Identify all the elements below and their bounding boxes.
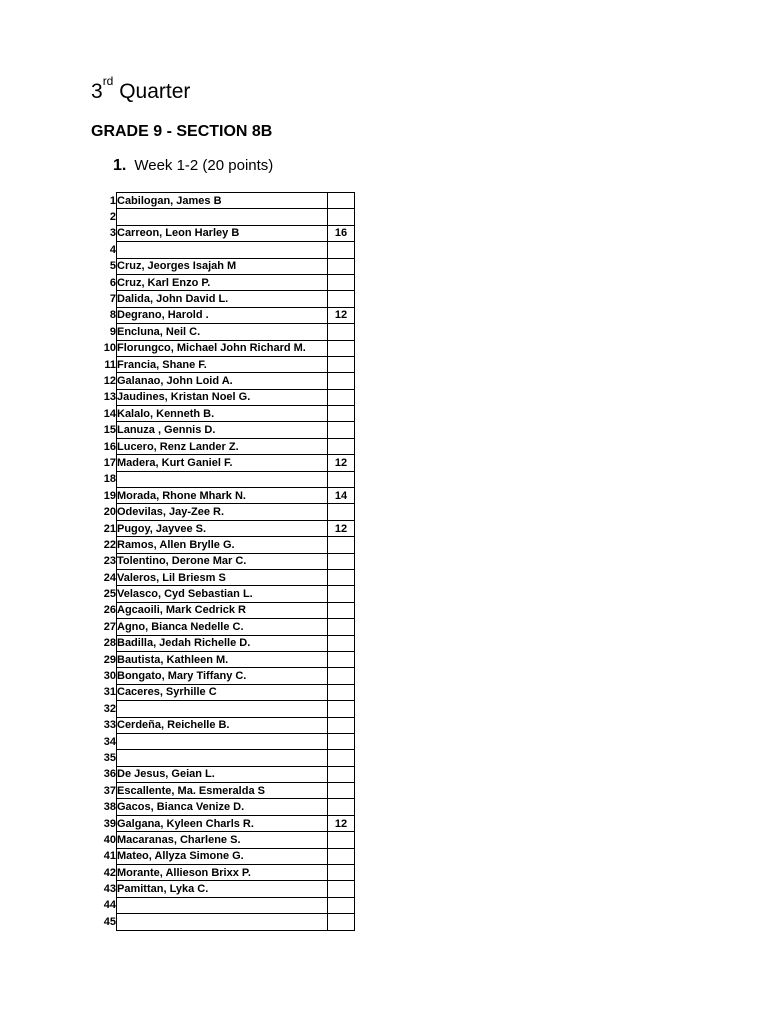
row-number: 6	[109, 276, 116, 289]
row-number: 29	[103, 653, 116, 666]
row-number: 2	[109, 211, 116, 224]
table-row	[88, 389, 355, 405]
table-row	[88, 783, 355, 799]
table-row	[88, 307, 355, 323]
table-row	[88, 258, 355, 274]
student-name-cell	[117, 242, 328, 258]
student-name-cell: Ramos, Allen Brylle G.	[117, 537, 328, 553]
row-number: 1	[109, 194, 116, 207]
score-cell	[328, 569, 355, 585]
score-cell	[328, 389, 355, 405]
student-name-cell: Dalida, John David L.	[117, 291, 328, 307]
table-row	[88, 848, 355, 864]
student-name-cell	[117, 897, 328, 913]
table-row	[88, 586, 355, 602]
row-number: 41	[103, 850, 116, 863]
score-cell	[328, 274, 355, 290]
table-row	[88, 340, 355, 356]
table-row	[88, 750, 355, 766]
student-name-cell: Cruz, Jeorges Isajah M	[117, 258, 328, 274]
student-name-cell: De Jesus, Geian L.	[117, 766, 328, 782]
row-number: 20	[103, 506, 116, 519]
row-number: 26	[103, 604, 116, 617]
student-name-cell: Velasco, Cyd Sebastian L.	[117, 586, 328, 602]
student-name-cell: Bongato, Mary Tiffany C.	[117, 668, 328, 684]
row-number: 37	[103, 784, 116, 797]
table-row	[88, 488, 355, 504]
student-name-cell	[117, 733, 328, 749]
student-name-cell: Degrano, Harold .	[117, 307, 328, 323]
student-name-cell: Valeros, Lil Briesm S	[117, 569, 328, 585]
table-row	[88, 684, 355, 700]
table-row	[88, 553, 355, 569]
student-name-cell: Galgana, Kyleen Charls R.	[117, 815, 328, 831]
score-cell	[328, 438, 355, 454]
roster-body	[88, 193, 355, 931]
student-name-cell: Madera, Kurt Ganiel F.	[117, 455, 328, 471]
score-cell	[328, 684, 355, 700]
row-number: 17	[103, 456, 116, 469]
week-label: Week 1-2 (20 points)	[134, 157, 274, 174]
table-row	[88, 406, 355, 422]
student-name-cell: Florungco, Michael John Richard M.	[117, 340, 328, 356]
score-cell	[328, 635, 355, 651]
score-cell: 12	[328, 307, 355, 323]
row-number: 9	[109, 325, 116, 338]
score-cell	[328, 832, 355, 848]
score-cell	[328, 848, 355, 864]
row-number: 4	[109, 243, 116, 256]
table-row	[88, 914, 355, 930]
row-number: 36	[103, 768, 116, 781]
table-row	[88, 717, 355, 733]
student-name-cell: Odevilas, Jay-Zee R.	[117, 504, 328, 520]
student-name-cell	[117, 914, 328, 930]
student-name-cell: Morada, Rhone Mhark N.	[117, 488, 328, 504]
score-cell	[328, 733, 355, 749]
student-name-cell: Galanao, John Loid A.	[117, 373, 328, 389]
table-row	[88, 471, 355, 487]
week-list-number: 1.	[113, 157, 127, 174]
row-number: 8	[109, 309, 116, 322]
score-cell	[328, 356, 355, 372]
table-row	[88, 242, 355, 258]
row-number: 42	[103, 866, 116, 879]
row-number: 32	[103, 702, 116, 715]
student-name-cell: Macaranas, Charlene S.	[117, 832, 328, 848]
row-number: 27	[103, 620, 116, 633]
table-row	[88, 520, 355, 536]
score-cell	[328, 865, 355, 881]
row-number: 23	[103, 555, 116, 568]
row-number: 5	[109, 260, 116, 273]
row-number: 3	[109, 227, 116, 240]
table-row	[88, 602, 355, 618]
score-cell	[328, 881, 355, 897]
student-name-cell: Cerdeña, Reichelle B.	[117, 717, 328, 733]
table-row	[88, 881, 355, 897]
score-cell	[328, 897, 355, 913]
student-name-cell: Cabilogan, James B	[117, 193, 328, 209]
row-number: 19	[103, 489, 116, 502]
score-cell	[328, 291, 355, 307]
grade-section-heading: GRADE 9 - SECTION 8B	[91, 123, 273, 140]
table-row	[88, 619, 355, 635]
student-name-cell: Bautista, Kathleen M.	[117, 651, 328, 667]
student-name-cell	[117, 471, 328, 487]
table-row	[88, 701, 355, 717]
table-row	[88, 373, 355, 389]
row-number: 21	[103, 522, 116, 535]
table-row	[88, 815, 355, 831]
table-row	[88, 504, 355, 520]
student-name-cell: Mateo, Allyza Simone G.	[117, 848, 328, 864]
score-cell	[328, 340, 355, 356]
row-number: 13	[103, 391, 116, 404]
score-cell	[328, 914, 355, 930]
table-row	[88, 897, 355, 913]
student-name-cell: Kalalo, Kenneth B.	[117, 406, 328, 422]
student-name-cell	[117, 750, 328, 766]
row-number: 16	[103, 440, 116, 453]
table-row	[88, 799, 355, 815]
score-cell	[328, 193, 355, 209]
student-name-cell: Francia, Shane F.	[117, 356, 328, 372]
quarter-word: Quarter	[119, 80, 191, 103]
row-number: 31	[103, 686, 116, 699]
row-number: 45	[103, 915, 116, 928]
score-cell: 12	[328, 520, 355, 536]
score-cell	[328, 504, 355, 520]
student-name-cell: Badilla, Jedah Richelle D.	[117, 635, 328, 651]
table-row	[88, 733, 355, 749]
row-number: 11	[104, 358, 116, 371]
row-number: 30	[103, 670, 116, 683]
student-name-cell: Pamittan, Lyka C.	[117, 881, 328, 897]
student-name-cell: Agcaoili, Mark Cedrick R	[117, 602, 328, 618]
student-name-cell: Lucero, Renz Lander Z.	[117, 438, 328, 454]
table-row	[88, 766, 355, 782]
table-row	[88, 635, 355, 651]
score-cell	[328, 553, 355, 569]
student-roster-table	[88, 192, 355, 931]
row-number: 28	[103, 637, 116, 650]
score-cell	[328, 799, 355, 815]
row-number: 18	[103, 473, 116, 486]
quarter-ordinal-suffix: rd	[102, 74, 114, 88]
table-row	[88, 422, 355, 438]
score-cell	[328, 766, 355, 782]
student-name-cell: Cruz, Karl Enzo P.	[117, 274, 328, 290]
score-cell	[328, 422, 355, 438]
quarter-number: 3	[91, 80, 103, 103]
table-row	[88, 455, 355, 471]
table-row	[88, 324, 355, 340]
score-cell	[328, 258, 355, 274]
table-row	[88, 438, 355, 454]
score-cell	[328, 242, 355, 258]
row-number: 33	[103, 719, 116, 732]
score-cell	[328, 701, 355, 717]
score-cell	[328, 324, 355, 340]
score-cell	[328, 373, 355, 389]
student-name-cell: Gacos, Bianca Venize D.	[117, 799, 328, 815]
table-row	[88, 569, 355, 585]
table-row	[88, 537, 355, 553]
score-cell: 12	[328, 455, 355, 471]
score-cell	[328, 750, 355, 766]
row-number: 14	[103, 407, 116, 420]
table-row	[88, 193, 355, 209]
student-name-cell: Agno, Bianca Nedelle C.	[117, 619, 328, 635]
row-number: 35	[103, 751, 116, 764]
score-cell	[328, 619, 355, 635]
week-heading	[113, 155, 273, 177]
score-cell	[328, 586, 355, 602]
row-number: 12	[103, 374, 116, 387]
score-cell	[328, 537, 355, 553]
score-cell	[328, 783, 355, 799]
quarter-title	[91, 74, 191, 106]
row-number: 22	[103, 538, 116, 551]
score-cell: 16	[328, 225, 355, 241]
score-cell	[328, 602, 355, 618]
score-cell	[328, 471, 355, 487]
row-number: 38	[103, 801, 116, 814]
row-number: 39	[103, 817, 116, 830]
row-number: 10	[103, 342, 116, 355]
row-number: 44	[103, 899, 116, 912]
table-row	[88, 668, 355, 684]
score-cell: 14	[328, 488, 355, 504]
row-number: 34	[103, 735, 116, 748]
score-cell	[328, 651, 355, 667]
table-row	[88, 291, 355, 307]
student-name-cell: Jaudines, Kristan Noel G.	[117, 389, 328, 405]
student-name-cell: Caceres, Syrhille C	[117, 684, 328, 700]
row-number: 7	[109, 293, 116, 306]
student-name-cell: Lanuza , Gennis D.	[117, 422, 328, 438]
row-number: 25	[103, 588, 116, 601]
score-cell	[328, 717, 355, 733]
student-name-cell: Carreon, Leon Harley B	[117, 225, 328, 241]
student-name-cell: Morante, Allieson Brixx P.	[117, 865, 328, 881]
score-cell	[328, 406, 355, 422]
table-row	[88, 651, 355, 667]
table-row	[88, 356, 355, 372]
score-cell: 12	[328, 815, 355, 831]
table-row	[88, 865, 355, 881]
student-name-cell	[117, 701, 328, 717]
student-name-cell: Escallente, Ma. Esmeralda S	[117, 783, 328, 799]
row-number: 15	[103, 424, 116, 437]
student-name-cell: Tolentino, Derone Mar C.	[117, 553, 328, 569]
table-row	[88, 209, 355, 225]
table-row	[88, 274, 355, 290]
table-row	[88, 832, 355, 848]
row-number: 24	[103, 571, 116, 584]
student-name-cell: Encluna, Neil C.	[117, 324, 328, 340]
row-number: 43	[103, 883, 116, 896]
row-number: 40	[103, 833, 116, 846]
score-cell	[328, 668, 355, 684]
score-cell	[328, 209, 355, 225]
student-name-cell	[117, 209, 328, 225]
student-name-cell: Pugoy, Jayvee S.	[117, 520, 328, 536]
table-row	[88, 225, 355, 241]
